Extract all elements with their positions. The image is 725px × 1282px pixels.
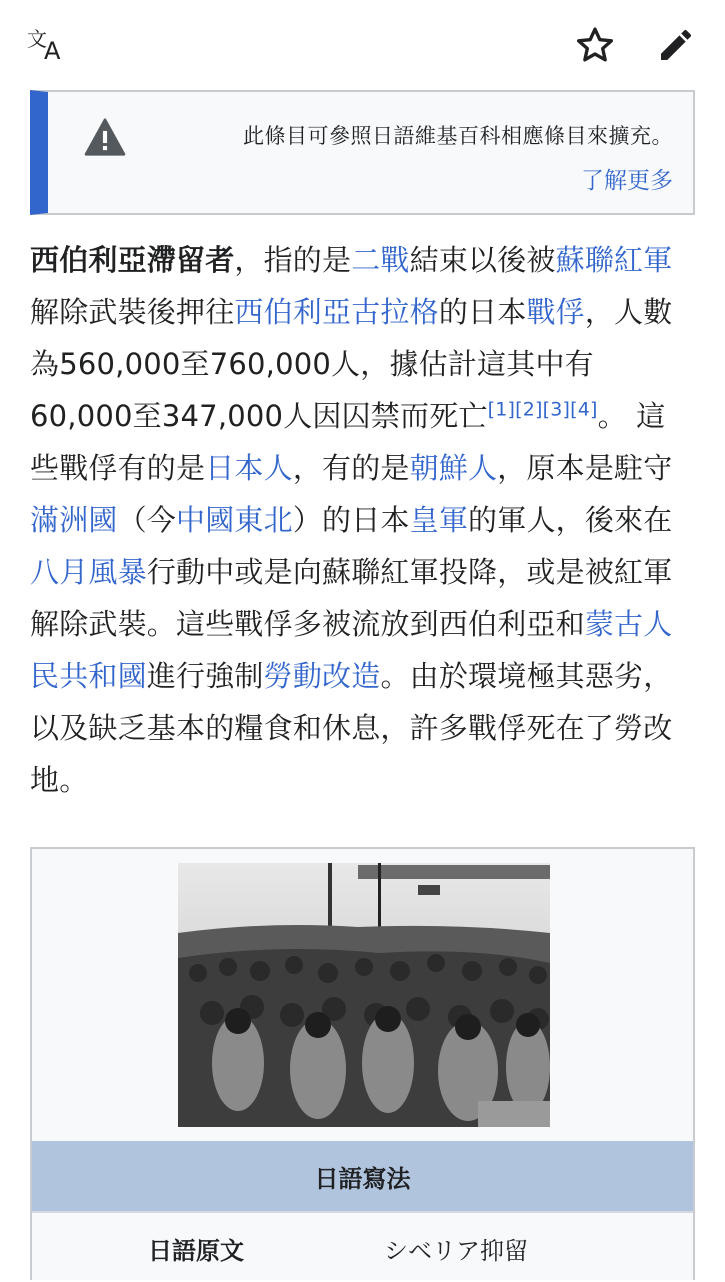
article-text: 。由於環境極其惡劣，以及缺乏基本的糧食和休息，許多戰俘死在了勞改地。 [30, 659, 673, 797]
article-text: 結束以後被 [409, 243, 556, 277]
infobox-row-label: 日語原文 [148, 1237, 244, 1265]
article-text: 解除武裝後押往 [30, 295, 235, 329]
infobox-row [32, 1211, 693, 1282]
article-link[interactable]: 滿洲國 [30, 503, 118, 537]
article-subject-bold: 西伯利亞滯留者 [30, 243, 235, 277]
siberian-internees-photo[interactable] [178, 863, 550, 1127]
article-text: 的軍人，後來在 [468, 503, 673, 537]
article-text: 的日本 [438, 295, 527, 329]
watch-star-button[interactable] [574, 24, 616, 66]
article-text: 行動中或是向蘇聯紅軍投降，或是被紅軍解除武裝。這些戰俘多被流放到西伯利亞和 [30, 555, 673, 641]
star-outline-icon [575, 25, 615, 65]
article-link[interactable]: 戰俘 [526, 295, 585, 329]
article-text: （今 [117, 503, 177, 537]
infobox-header: 日語寫法 [32, 1141, 693, 1211]
pencil-icon [656, 25, 696, 65]
translate-icon [26, 26, 70, 62]
article-text: ，原本是駐守 [497, 451, 673, 485]
infobox-row-value: シベリア抑留 [384, 1237, 528, 1265]
infobox [30, 847, 695, 1280]
article-link[interactable]: 朝鮮人 [409, 451, 498, 485]
article-link[interactable]: 蒙古人民共和國 [30, 607, 673, 693]
article-link[interactable]: 勞動改造 [263, 659, 381, 693]
article-link[interactable]: 蘇聯紅軍 [555, 243, 673, 277]
article-link[interactable]: 西伯利亞 [234, 295, 352, 329]
article-link[interactable]: 皇軍 [409, 503, 469, 537]
language-button[interactable] [26, 26, 70, 62]
learn-more-link[interactable]: 了解更多 [581, 168, 673, 194]
expansion-notice [30, 90, 695, 215]
article-paragraph [30, 234, 690, 806]
edit-button[interactable] [655, 24, 697, 66]
reference-links[interactable]: [1][2][3][4] [487, 398, 598, 421]
article-link[interactable]: 二戰 [351, 243, 410, 277]
article-text: 。 這些戰俘有的是 [30, 399, 666, 485]
article-text: ，人數為560,000至760,000人，據估計這其中有60,000至347,000人因囚禁而死亡 [30, 295, 673, 433]
article-link[interactable]: 中國東北 [176, 503, 293, 537]
article-text: ，有的是 [292, 451, 410, 485]
article-link[interactable]: 日本人 [205, 451, 293, 485]
article-text: ）的日本 [292, 503, 410, 537]
notice-text: 此條目可參照日語維基百科相應條目來擴充。 [243, 124, 673, 148]
page-toolbar [0, 0, 725, 88]
article-text: ，指的是 [234, 243, 352, 277]
article-link[interactable]: 古拉格 [351, 295, 439, 329]
article-link[interactable]: 八月風暴 [30, 555, 147, 589]
warning-icon [84, 118, 126, 156]
article-text: 進行強制 [146, 659, 264, 693]
svg-text:文: 文 [27, 27, 47, 51]
svg-text:A: A [44, 37, 61, 62]
